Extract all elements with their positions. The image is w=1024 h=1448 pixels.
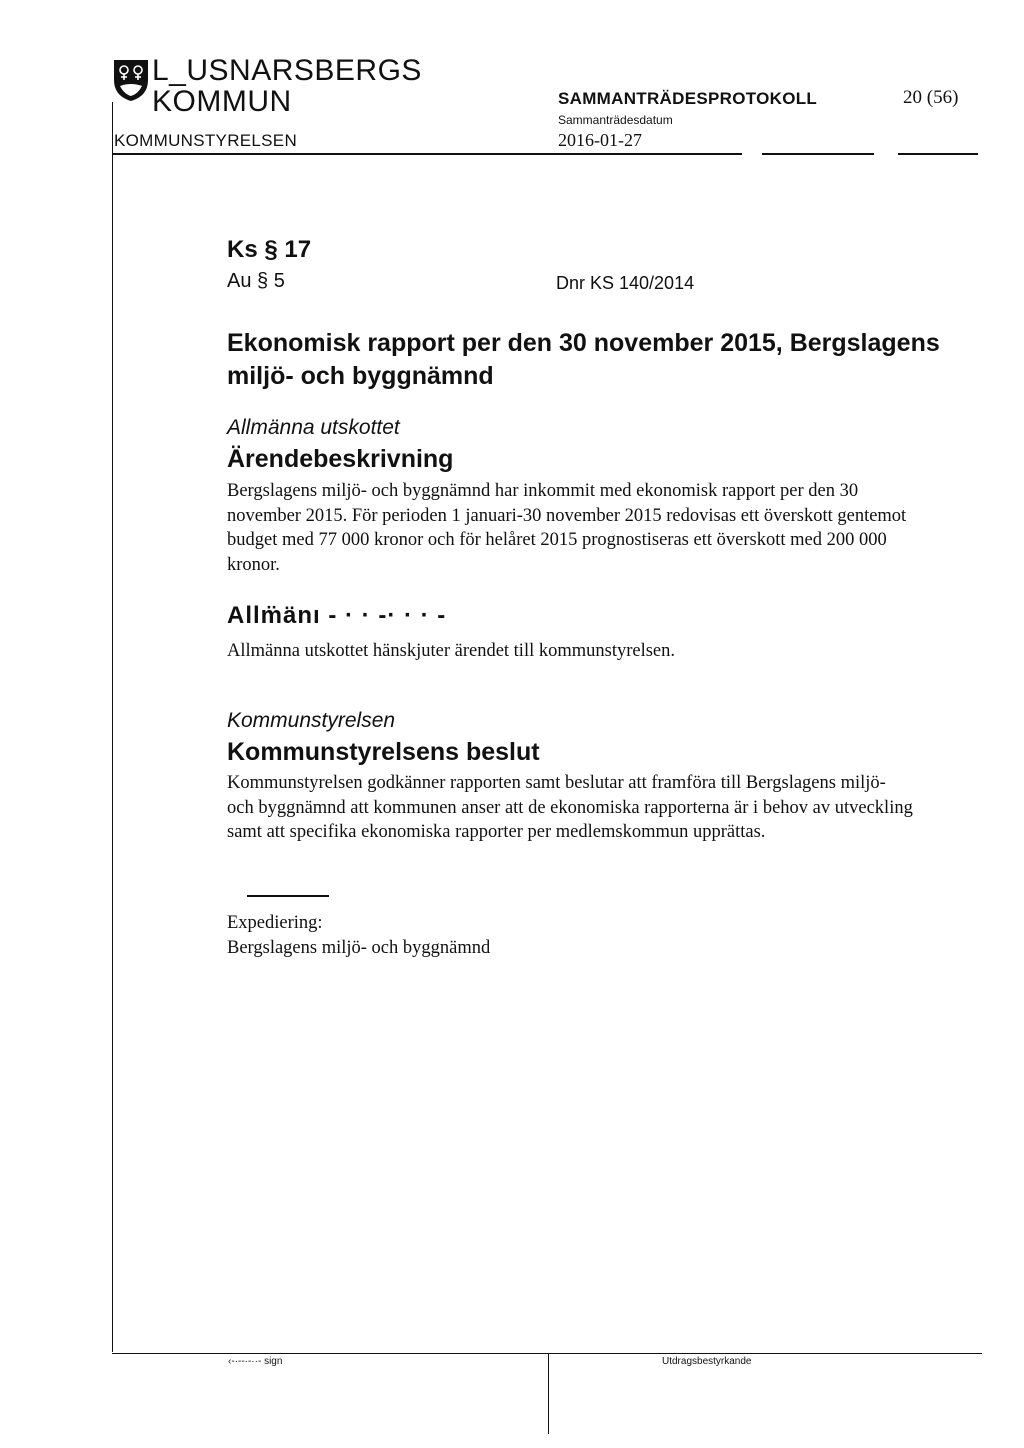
header-divider-segment — [762, 153, 874, 155]
municipality-name: L_USNARSBERGS — [152, 54, 422, 87]
ks-body-name: Kommunstyrelsen — [227, 709, 396, 732]
au-proposal-heading: Allm̈änı - · · -· · · - — [227, 602, 447, 629]
dispatch-recipient: Bergslagens miljö- och byggnämnd — [227, 938, 491, 958]
footer-divider — [112, 1353, 982, 1354]
header-divider — [112, 153, 742, 155]
header-divider-segment — [898, 153, 978, 155]
dispatch-label: Expediering: — [227, 913, 323, 933]
footer-signature-divider — [548, 1354, 549, 1434]
case-title: Ekonomisk rapport per den 30 november 2015, Bergslagens miljö- och byggnämnd — [227, 329, 940, 390]
dispatch-rule — [247, 895, 329, 897]
municipality-name-line2: KOMMUN — [152, 85, 292, 118]
ks-decision-text: Kommunstyrelsen godkänner rapporten samt beslutar att framföra till Bergslagens miljö- och byggnämnd att kommunen anser att de ekonomiska rapporterna är i behov av utveckling samt att specifika ekonomiska rapporter per medlemskommun upprättas. — [227, 773, 913, 842]
ks-paragraph-number: Ks § 17 — [227, 236, 312, 263]
extract-certification-label: Utdragsbestyrkande — [662, 1356, 752, 1367]
case-description-heading: Ärendebeskrivning — [227, 445, 454, 473]
case-description-text: Bergslagens miljö- och byggnämnd har inkommit med ekonomisk rapport per den 30 november 2015. För perioden 1 januari-30 november 2015 redovisas ett överskott gentemot budget med 77 000 kronor och för helåret 2015 prognostiseras ett överskott med 200 000 kronor. — [227, 481, 907, 575]
left-margin-line — [112, 102, 113, 1352]
page-number: 20 (56) — [903, 87, 959, 108]
signature-label: ‹-·--·-··- sign — [228, 1356, 283, 1367]
case-reference-number: Dnr KS 140/2014 — [556, 273, 695, 293]
au-body-name: Allmänna utskottet — [227, 416, 400, 439]
meeting-date: 2016-01-27 — [558, 130, 642, 150]
ks-decision-heading: Kommunstyrelsens beslut — [227, 738, 540, 766]
au-proposal-text: Allmänna utskottet hänskjuter ärendet till kommunstyrelsen. — [227, 641, 676, 661]
date-label: Sammanträdesdatum — [558, 113, 673, 127]
au-paragraph-number: Au § 5 — [227, 270, 285, 292]
document-type: SAMMANTRÄDESPROTOKOLL — [558, 89, 818, 108]
municipality-coat-of-arms-icon — [112, 58, 150, 102]
department-name: KOMMUNSTYRELSEN — [114, 131, 298, 150]
